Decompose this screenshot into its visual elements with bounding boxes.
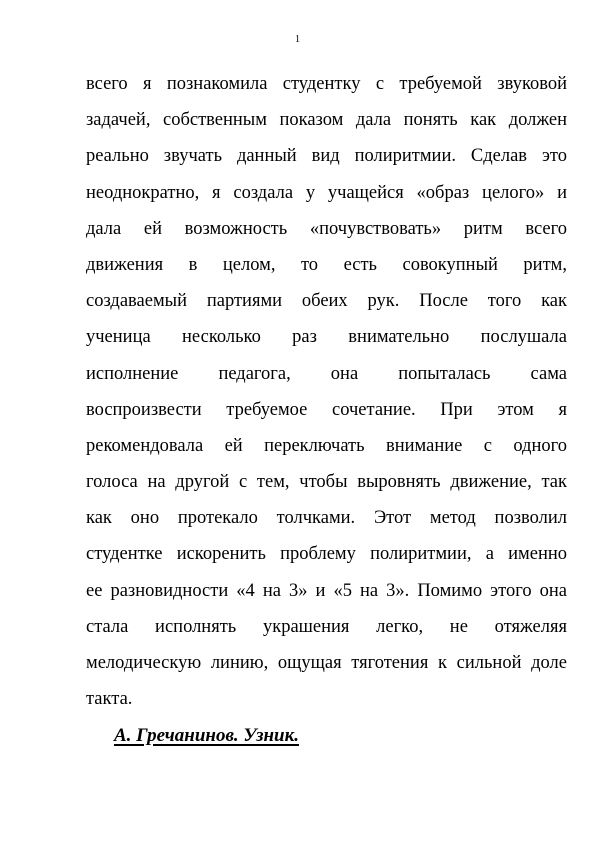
paragraph-line: неоднократно, я создала у учащейся «образ целого» и	[86, 182, 567, 203]
paragraph-line: дала ей возможность «почувствовать» ритм всего	[86, 218, 567, 239]
paragraph-line: исполнение педагога, она попыталась сама	[86, 363, 567, 384]
paragraph-line: воспроизвести требуемое сочетание. При этом я	[86, 399, 567, 420]
paragraph-line: всего я познакомила студентку с требуемой звуковой	[86, 74, 567, 94]
paragraph-line: ученица несколько раз внимательно послушала	[86, 327, 567, 348]
paragraph-line: как оно протекало толчками. Этот метод позволил	[86, 508, 567, 529]
paragraph-line: задачей, собственным показом дала понять как должен	[86, 110, 567, 131]
paragraph-line: голоса на другой с тем, чтобы выровнять движение, так	[86, 472, 567, 493]
section-heading: А. Гречанинов. Узник.	[114, 725, 299, 746]
paragraph-line: мелодическую линию, ощущая тяготения к сильной доле	[86, 653, 567, 673]
paragraph-line-last: такта.	[86, 689, 133, 710]
paragraph-line: студентке искоренить проблему полиритмии, а именно	[86, 544, 567, 565]
paragraph-line: ее разновидности «4 на 3» и «5 на 3». Помимо этого она	[86, 580, 567, 601]
body-paragraph	[86, 66, 567, 717]
page-number: 1	[295, 34, 300, 45]
paragraph-line: движения в целом, то есть совокупный ритм,	[86, 254, 567, 275]
paragraph-line: рекомендовала ей переключать внимание с одного	[86, 435, 567, 456]
paragraph-line: создаваемый партиями обеих рук. После того как	[86, 291, 567, 312]
paragraph-line: стала исполнять украшения легко, не отяжеляя	[86, 616, 567, 637]
paragraph-line: реально звучать данный вид полиритмии. Сделав это	[86, 146, 567, 167]
